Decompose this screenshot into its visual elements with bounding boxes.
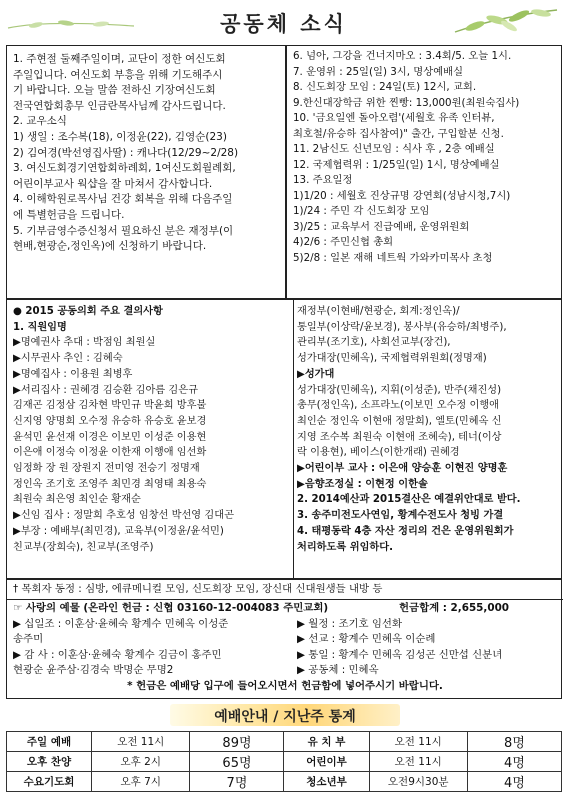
notice-line: 최호철/유승하 집사참여)" 출간, 구입할분 신청. xyxy=(293,127,504,140)
notice-line: 어린이부교사 웍샵을 잘 마쳐서 감사합니다. xyxy=(13,177,213,190)
notice-line: 9.한신대장학금 위한 찐빵: 13,000원(최원숙집사) xyxy=(293,96,520,109)
resolution-line: 성가대장(민혜옥), 지휘(이성준), 반주(채진성) xyxy=(297,384,502,396)
notice-line: 에 특별헌금을 드립니다. xyxy=(13,208,125,221)
offering-line: ▶ 십일조 : 이훈삼·윤혜숙 황계수 민혜옥 이성준 xyxy=(13,618,229,630)
worship-row xyxy=(7,732,562,752)
notice-line: 13. 주요일정 xyxy=(293,174,353,186)
notice-line: 6. 넘아, 그강을 건너지마오 : 3.4회/5. 오늘 1시. xyxy=(293,50,512,62)
offering-line: ▶ 감 사 : 이훈삼·윤혜숙 황계수 김금이 홍주민 xyxy=(13,648,222,661)
notice-line: 3. 여신도회경기연합회하례회, 1여신도회월례회, xyxy=(13,162,236,175)
resolution-line: ▶시무권사 추인 : 김혜숙 xyxy=(13,353,123,365)
worship-table xyxy=(6,731,562,792)
resolutions-left-column xyxy=(13,304,289,555)
resolution-line: 이은애 이정숙 이정윤 이한재 이행애 임선화 xyxy=(13,447,207,459)
service-label: 유 치 부 xyxy=(284,732,369,752)
worship-banner xyxy=(170,702,400,728)
resolution-line: ▶명예집사 : 이용원 최병후 xyxy=(13,368,133,380)
resolution-line: 임정화 장 원 장원지 전미영 전승기 정명재 xyxy=(13,463,200,475)
attendance-count: 7명 xyxy=(190,772,284,792)
worship-row xyxy=(7,752,562,772)
resolution-line: 정인옥 조기호 조영주 최민경 최영태 최용숙 xyxy=(13,478,207,490)
resolution-line: 최원숙 최은영 최인순 황재순 xyxy=(13,494,141,506)
column-divider xyxy=(293,300,294,580)
resolution-line: ▶음향조정실 : 이현정 이한솔 xyxy=(297,478,428,490)
offering-line: ▶ 월정 : 조기호 임선화 xyxy=(297,618,403,630)
offering-total: 헌금합계 : 2,655,000 xyxy=(399,602,510,614)
notice-line: 2) 김여경(박선영집사딸) : 캐나다(12/29~2/28) xyxy=(13,146,239,159)
worship-table-body xyxy=(7,732,562,792)
notice-line: 11. 2남신도 신년모임 : 식사 후 , 2층 예배실 xyxy=(293,143,495,155)
notice-line: 7. 운영위 : 25일(일) 3시, 명상예배실 xyxy=(293,65,464,78)
notice-line: 1)1/20 : 세월호 진상규명 강연회(성남시청,7시) xyxy=(293,189,511,202)
service-time: 오전 11시 xyxy=(369,732,467,752)
notices-right-panel xyxy=(286,45,562,299)
resolution-line: 처리하도록 위임하다. xyxy=(297,541,393,553)
offering-left-list xyxy=(13,617,293,678)
offering-title: ☞ 사랑의 예물 (온라인 헌금 : 신협 03160-12-004083 주민교회) xyxy=(13,602,329,614)
resolutions-left-list xyxy=(13,320,289,556)
resolutions-panel xyxy=(6,299,562,579)
resolution-line: ▶어린이부 교사 : 이은애 양승훈 이현진 양명훈 xyxy=(297,463,508,475)
resolution-line: 성가대장(민혜옥), 국제협력위원회(정명재) xyxy=(297,353,487,365)
resolution-line: 락 이용현), 베이스(이한개래) 권혜경 xyxy=(297,447,460,459)
resolutions-right-list xyxy=(297,304,559,555)
notice-line: 주일입니다. 여신도회 부흥을 위해 기도해주시 xyxy=(13,68,223,81)
resolution-line: 재정부(이현배/현광순, 회계:정인옥)/ xyxy=(297,306,460,317)
resolution-line: 지영 조수복 최원숙 이현애 조혜숙), 테너(이상 xyxy=(297,431,502,443)
service-time: 오후 2시 xyxy=(92,752,190,772)
resolution-line: 총무(정인옥), 소프라노(이보민 오수정 이행애 xyxy=(297,400,500,412)
service-time: 오전 11시 xyxy=(92,732,190,752)
notices-left-panel xyxy=(6,45,286,299)
notice-line: 1) 생일 : 조수복(18), 이정윤(22), 김영순(23) xyxy=(13,130,227,143)
service-label: 어린이부 xyxy=(284,752,369,772)
attendance-count: 4명 xyxy=(467,772,561,792)
offering-right-list xyxy=(297,617,559,678)
offering-panel xyxy=(6,579,562,699)
notice-line: 12. 국제협력위 : 1/25일(일) 1시, 명상예배실 xyxy=(293,158,500,171)
header xyxy=(0,0,567,44)
attendance-count: 8명 xyxy=(467,732,561,752)
notice-line: 1. 주현절 둘째주일이며, 교단이 정한 여신도회 xyxy=(13,53,226,65)
notice-line: 10. '금요일엔 돌아오렴'(세월호 유족 인터뷰, xyxy=(293,112,495,124)
resolution-line: 친교부(장희숙), 친교부(조영주) xyxy=(13,541,154,553)
notice-line: 2. 교우소식 xyxy=(13,115,67,128)
offering-line: 현광순 윤주삼·김경숙 박명순 무명2 xyxy=(13,663,174,676)
resolution-line: 김재곤 김정삼 김차현 박민규 박윤희 방후불 xyxy=(13,400,207,412)
notice-line: 현배,현광순,정인옥)에 신청하기 바랍니다. xyxy=(13,240,207,253)
notice-line: 4. 이해학원로목사님 건강 회복을 위해 다음주일 xyxy=(13,193,233,206)
service-label: 오후 찬양 xyxy=(7,752,92,772)
resolution-line: 2. 2014예산과 2015결산은 예결위안대로 받다. xyxy=(297,494,521,506)
notice-line: 8. 신도회장 모임 : 24일(토) 12시, 교회. xyxy=(293,81,477,93)
offering-line: 송주미 xyxy=(13,633,44,646)
page-title: 공동체 소식 xyxy=(220,11,347,36)
service-time: 오전9시30분 xyxy=(369,772,467,792)
service-time: 오후 7시 xyxy=(92,772,190,792)
offering-line: ▶ 통일 : 황계수 민혜옥 김성곤 신만섭 신분녀 xyxy=(297,648,503,661)
leaf-decoration-right xyxy=(451,6,561,36)
offering-line: ▶ 공동체 : 민혜옥 xyxy=(297,663,379,676)
ministry-news: † 목회자 동정 : 심방, 에큐메니컬 모임, 신도회장 모임, 장신대 신대원생들 내방 등 xyxy=(13,583,383,595)
resolution-line: 윤석민 윤선재 이경은 이보민 이성준 이용현 xyxy=(13,431,207,443)
service-label: 주일 예배 xyxy=(7,732,92,752)
resolution-line: ▶신임 집사 : 정말희 추호성 임창선 박선영 김대곤 xyxy=(13,510,234,522)
notice-line: 5. 기부금영수증신청서 필요하신 분은 재정부(이 xyxy=(13,224,234,237)
notice-line: 기 바랍니다. 오늘 말씀 전하신 기장여신도회 xyxy=(13,84,216,97)
resolution-line: 1. 직원임명 xyxy=(13,321,67,333)
resolution-line: 신지영 양명희 오수정 유승하 유승호 윤보경 xyxy=(13,415,207,427)
resolution-line: 최인순 정인옥 이현애 정말희), 엘토(민혜옥 신 xyxy=(297,415,502,427)
resolution-line: ▶서리집사 : 권혜경 김승환 김아름 김은규 xyxy=(13,384,198,396)
service-label: 청소년부 xyxy=(284,772,369,792)
offering-line: ▶ 선교 : 황계수 민혜옥 이순례 xyxy=(297,633,436,646)
worship-title: 예배안내 / 지난주 통계 xyxy=(214,709,356,725)
resolution-line: ▶명예권사 추대 : 박점임 최원실 xyxy=(13,337,156,349)
divider xyxy=(7,599,563,600)
resolutions-title: ● 2015 공동의회 주요 결의사항 xyxy=(13,306,163,317)
resolution-line: 3. 송주미전도사연임, 황계수전도사 청빙 가결 xyxy=(297,510,504,522)
resolutions-right-column xyxy=(297,304,559,555)
resolution-line: 관리부(조기호), 사회선교부(장건), xyxy=(297,337,451,349)
attendance-count: 4명 xyxy=(467,752,561,772)
attendance-count: 89명 xyxy=(190,732,284,752)
resolution-line: ▶부장 : 예배부(최민경), 교육부(이정윤/윤석민) xyxy=(13,525,224,537)
resolution-line: ▶성가대 xyxy=(297,368,335,380)
notice-line: 3)/25 : 교육부서 진급예배, 운영위원회 xyxy=(293,220,470,233)
worship-row xyxy=(7,772,562,792)
notice-line: 5)2/8 : 일본 재해 네트웍 가와카미목사 초청 xyxy=(293,251,493,264)
notice-line: 전국연합회총무 인금란목사님께 감사드립니다. xyxy=(13,99,226,112)
service-time: 오전 11시 xyxy=(369,752,467,772)
notice-line: 4)2/6 : 주민신협 총회 xyxy=(293,236,394,248)
resolution-line: 통일부(이상락/윤보경), 봉사부(유승하/최병주), xyxy=(297,321,507,333)
service-label: 수요기도회 xyxy=(7,772,92,792)
attendance-count: 65명 xyxy=(190,752,284,772)
offering-note: * 헌금은 예배당 입구에 들어오시면서 헌금함에 넣어주시기 바랍니다. xyxy=(127,680,443,692)
resolution-line: 4. 태평동락 4층 자산 정리의 건은 운영위원회가 xyxy=(297,525,514,537)
notice-line: 1)/24 : 주민 각 신도회장 모임 xyxy=(293,205,430,217)
